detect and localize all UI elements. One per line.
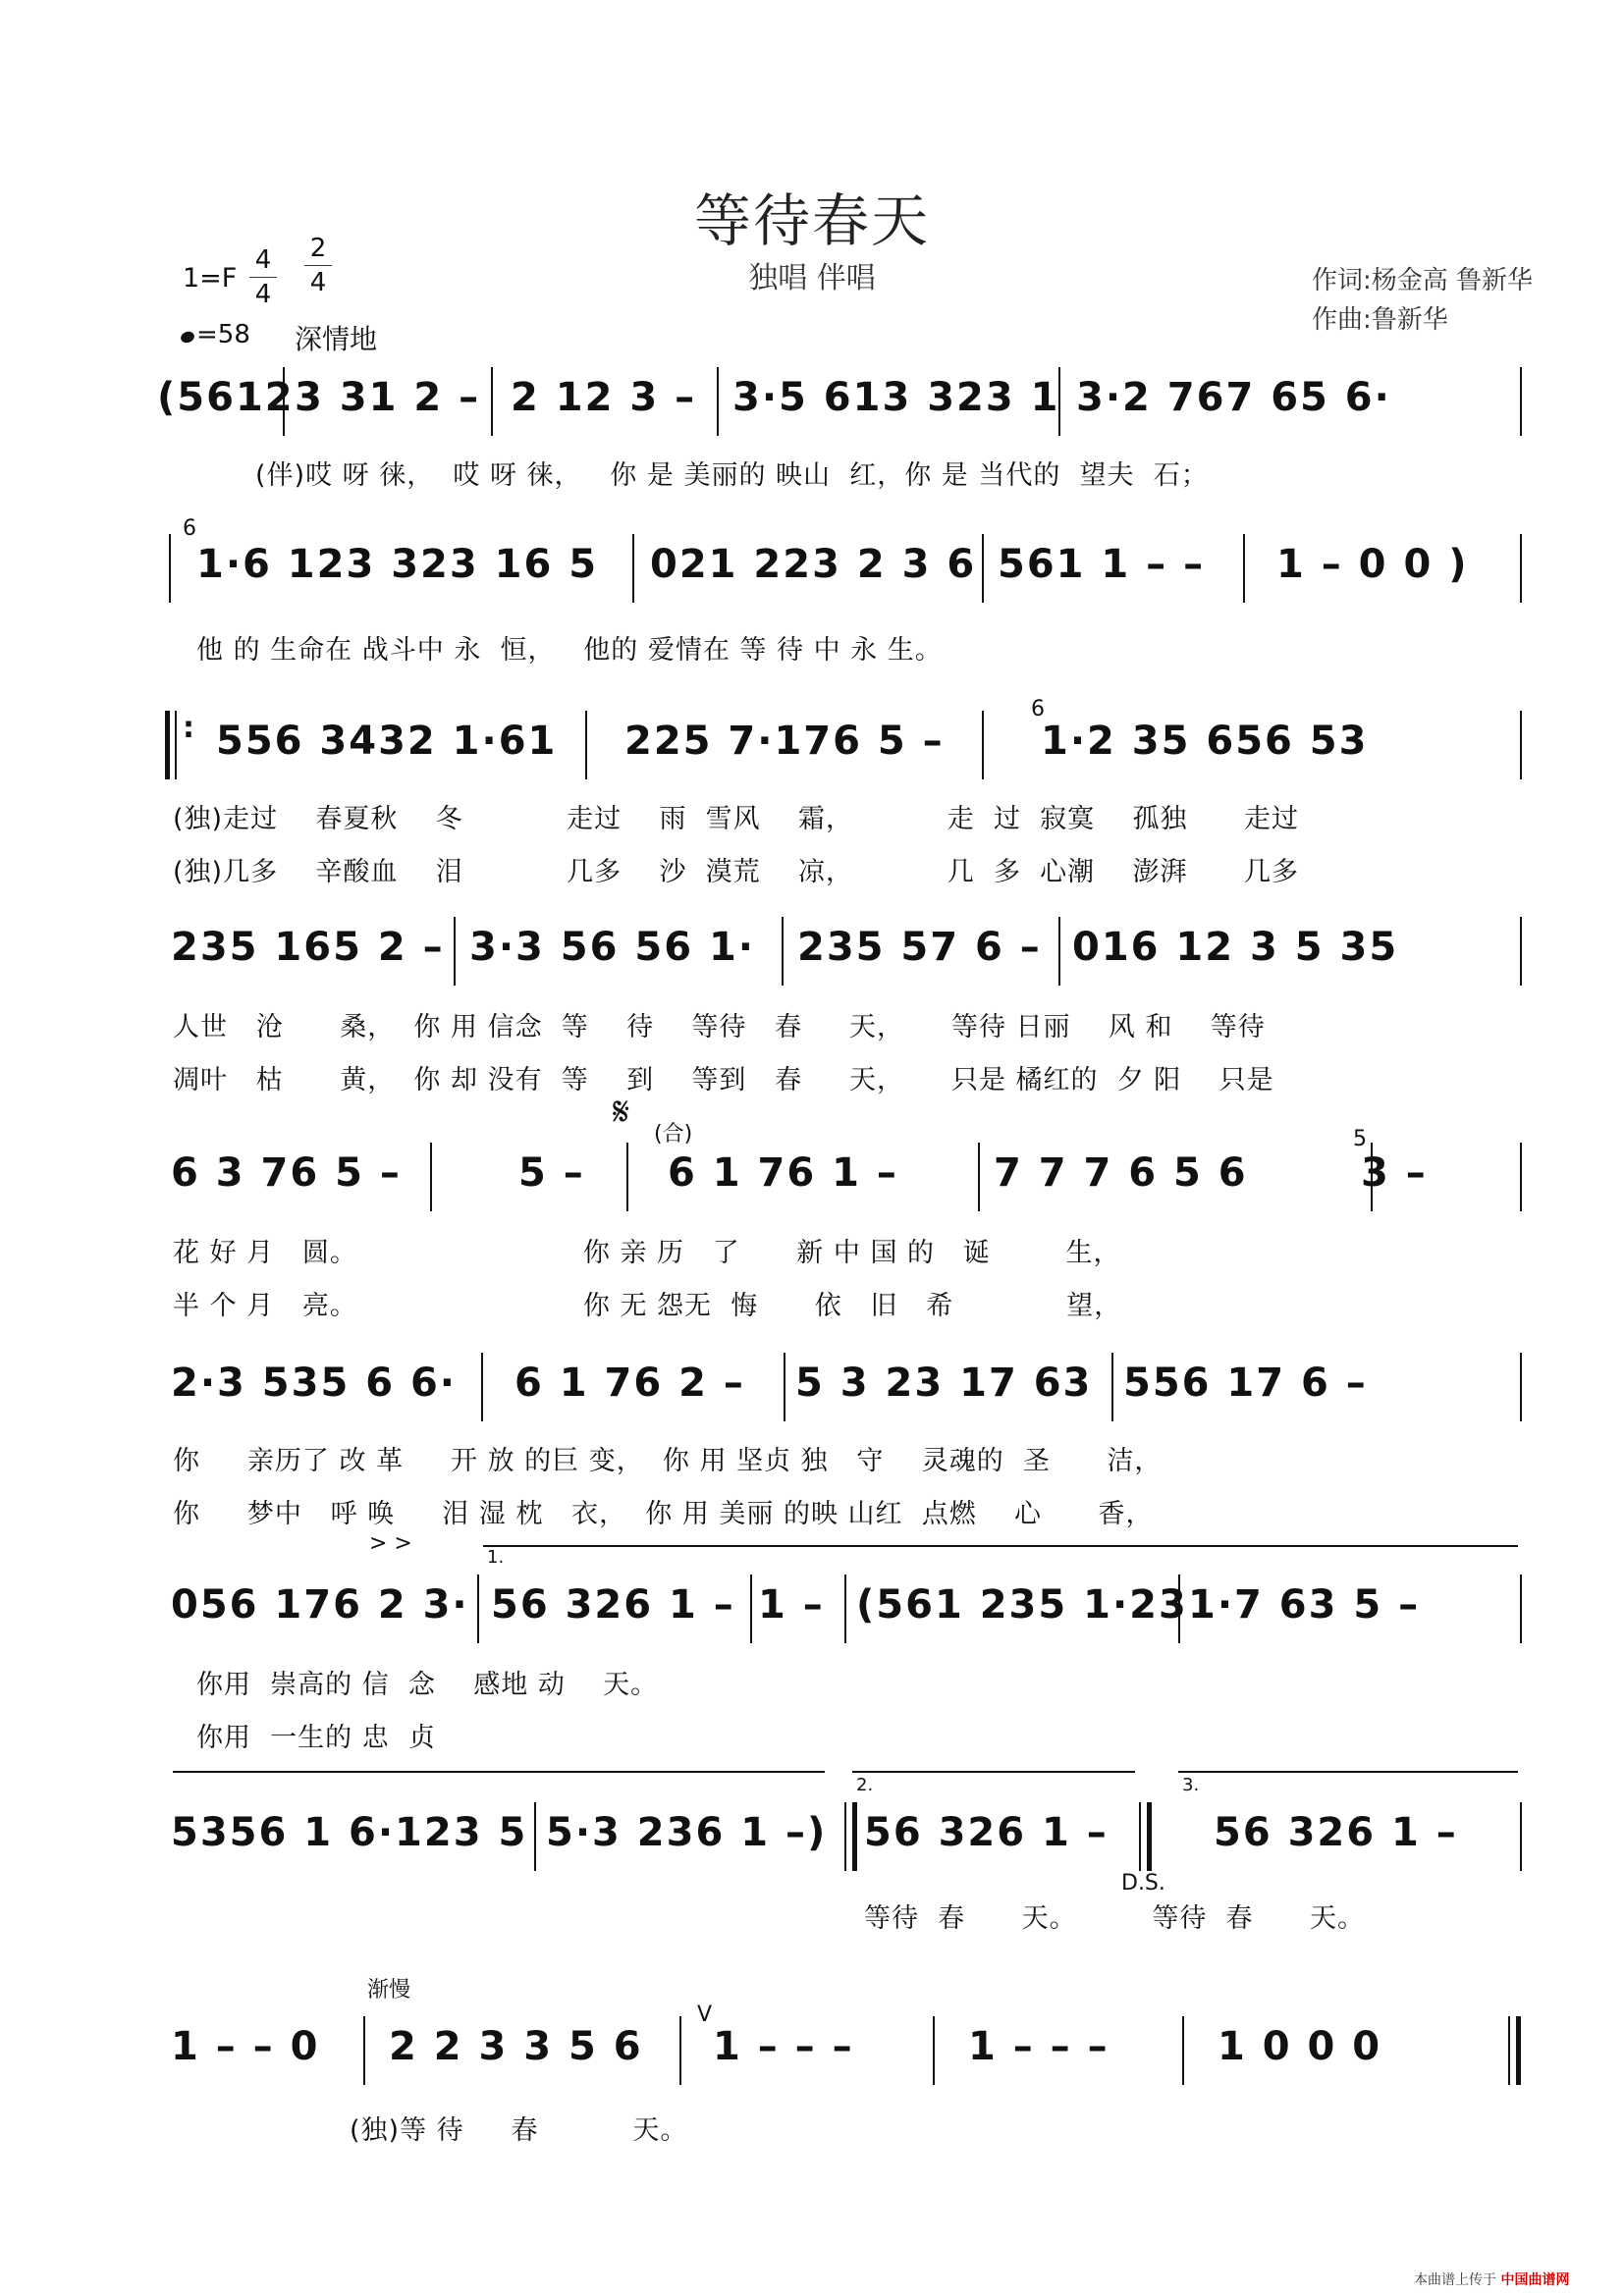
measure: 5 – bbox=[518, 1150, 585, 1196]
volta-2-label: 2. bbox=[856, 1775, 874, 1795]
lyricist-credit: 作词:杨金高 鲁新华 bbox=[1312, 266, 1534, 295]
measure: 1 – bbox=[758, 1582, 825, 1628]
measure: 5 3 23 17 63 bbox=[795, 1361, 1093, 1406]
tutti-mark: (合) bbox=[654, 1122, 693, 1147]
score-row bbox=[157, 2016, 1522, 2085]
time-sig-bottom: 4 bbox=[254, 280, 272, 309]
lyrics-line: 半 个 月 亮。 你 无 怨无 悔 依 旧 希 望， bbox=[173, 1291, 1122, 1321]
measure: 1 – 0 0 ) bbox=[1276, 542, 1469, 587]
lyrics-line: 凋叶 枯 黄， 你 却 没有 等 到 等到 春 天， 只是 橘红的 夕 阳 只是 bbox=[173, 1065, 1274, 1095]
measure: 1·6 123 323 16 5 bbox=[196, 542, 599, 587]
lyrics-line: 你 亲历了 改 革 开 放 的巨 变， 你 用 坚贞 独 守 灵魂的 圣 洁， bbox=[173, 1446, 1163, 1476]
lyrics-line: 你用 崇高的 信 念 感地 动 天。 bbox=[196, 1670, 659, 1700]
measure: 3·3 56 56 1· bbox=[469, 925, 755, 970]
key-signature: 1=F bbox=[183, 263, 238, 294]
volta-1-label: 1. bbox=[487, 1547, 505, 1568]
measure: 56 326 1 – bbox=[864, 1810, 1109, 1855]
grace-note: 6 bbox=[1031, 697, 1045, 721]
measure: 235 165 2 – bbox=[171, 925, 445, 970]
tempo-marking: =58 bbox=[181, 320, 250, 349]
score-row bbox=[157, 1802, 1522, 1871]
measure: 3·5 613 323 1 bbox=[732, 375, 1060, 420]
measure: 1 – – – bbox=[713, 2024, 854, 2069]
measure: 6 1 76 2 – bbox=[514, 1361, 745, 1406]
time-sig-bottom: 4 bbox=[309, 268, 327, 297]
measure: 225 7·176 5 – bbox=[624, 719, 945, 764]
measure: 016 12 3 5 35 bbox=[1072, 925, 1399, 970]
measure: 3·2 767 65 6· bbox=[1076, 375, 1391, 420]
measure: 7 7 7 6 5 6 bbox=[994, 1150, 1248, 1196]
lyrics-line: 花 好 月 圆。 你 亲 历 了 新 中 国 的 诞 生， bbox=[173, 1238, 1121, 1268]
footer-watermark: 本曲谱上传于 中国曲谱网 bbox=[1414, 2272, 1570, 2288]
da-segno-mark: D.S. bbox=[1121, 1871, 1165, 1896]
lyrics-line: (伴)哎 呀 徕， 哎 呀 徕， 你 是 美丽的 映山 红，你 是 当代的 望夫 石； bbox=[255, 460, 1209, 491]
volta-3-label: 3. bbox=[1182, 1775, 1200, 1795]
volta-bracket-1 bbox=[483, 1545, 1518, 1559]
quarter-note-icon bbox=[180, 330, 196, 345]
measure: 6 1 76 1 – bbox=[668, 1150, 898, 1196]
measure: (5612 bbox=[157, 375, 295, 420]
grace-note: 5 bbox=[1353, 1127, 1367, 1151]
time-sig-top: 4 bbox=[254, 245, 272, 275]
page-title: 等待春天 bbox=[693, 187, 930, 254]
score-row bbox=[157, 367, 1522, 436]
ritardando-mark: 渐慢 bbox=[367, 1978, 411, 2002]
measure: 056 176 2 3· bbox=[171, 1582, 469, 1628]
measure: 235 57 6 – bbox=[797, 925, 1042, 970]
measure: 1·7 63 5 – bbox=[1188, 1582, 1421, 1628]
measure: 5356 1 6·123 5 bbox=[171, 1810, 528, 1855]
measure: 2 12 3 – bbox=[511, 375, 697, 420]
measure: 1 0 0 0 bbox=[1218, 2024, 1382, 2069]
score-row bbox=[157, 1143, 1522, 1211]
lyrics-line: (独)走过 春夏秋 冬 走过 雨 雪风 霜， 走 过 寂寞 孤独 走过 bbox=[173, 804, 1299, 834]
measure: 2 2 3 3 5 6 bbox=[389, 2024, 643, 2069]
lyrics-line: (独)几多 辛酸血 泪 几多 沙 漠荒 凉， 几 多 心潮 澎湃 几多 bbox=[173, 857, 1299, 887]
volta-bracket-3 bbox=[1178, 1771, 1518, 1785]
measure: 3 31 2 – bbox=[295, 375, 481, 420]
volta-bracket-2 bbox=[852, 1771, 1135, 1785]
score-row bbox=[157, 534, 1522, 603]
continuation-bracket bbox=[173, 1771, 825, 1785]
score-row bbox=[157, 917, 1522, 986]
measure: 556 17 6 – bbox=[1123, 1361, 1368, 1406]
measure: 556 3432 1·61 bbox=[216, 719, 558, 764]
measure: 3 – bbox=[1361, 1150, 1428, 1196]
measure: 56 326 1 – bbox=[491, 1582, 735, 1628]
segno-icon: 𝄋 bbox=[613, 1090, 630, 1135]
lyrics-line: 你用 一生的 忠 贞 bbox=[196, 1723, 436, 1753]
measure: 2·3 535 6 6· bbox=[171, 1361, 457, 1406]
measure: 5·3 236 1 –) bbox=[546, 1810, 828, 1855]
subtitle: 独唱 伴唱 bbox=[748, 261, 876, 295]
lyrics-line: (独)等 待 春 天。 bbox=[350, 2115, 688, 2146]
lyrics-line: 他 的 生命在 战斗中 永 恒， 他的 爱情在 等 待 中 永 生。 bbox=[196, 635, 943, 666]
score-row: : 556 3432 1·61 225 7·176 5 – 1·2 35 656 53 bbox=[157, 711, 1522, 779]
lyrics-line: 你 梦中 呼 唤 泪 湿 枕 衣， 你 用 美丽 的映 山红 点燃 心 香， bbox=[173, 1499, 1154, 1529]
score-row bbox=[157, 1575, 1522, 1643]
measure: 56 326 1 – bbox=[1214, 1810, 1458, 1855]
measure: (561 235 1·23 bbox=[856, 1582, 1188, 1628]
breath-mark: V bbox=[697, 2002, 713, 2027]
expression-marking: 深情地 bbox=[295, 323, 378, 355]
measure: 1 – – 0 bbox=[171, 2024, 320, 2069]
grace-note: 6 bbox=[183, 516, 196, 541]
measure: 1 – – – bbox=[968, 2024, 1110, 2069]
measure: 6 3 76 5 – bbox=[171, 1150, 402, 1196]
credits bbox=[1312, 261, 1533, 340]
time-signature-4-4 bbox=[249, 245, 277, 309]
accent-marks: > > bbox=[369, 1531, 412, 1556]
lyrics-line: 人世 沧 桑， 你 用 信念 等 待 等待 春 天， 等待 日丽 风 和 等待 bbox=[173, 1012, 1266, 1042]
composer-credit: 作曲:鲁新华 bbox=[1312, 305, 1448, 335]
time-signature-2-4 bbox=[304, 234, 332, 297]
lyrics-line: 等待 春 天。 等待 春 天。 bbox=[864, 1903, 1365, 1934]
measure: 561 1 – – bbox=[998, 542, 1206, 587]
score-row bbox=[157, 1353, 1522, 1421]
time-sig-top: 2 bbox=[309, 234, 327, 263]
measure: 021 223 2 3 6 bbox=[650, 542, 977, 587]
measure: 1·2 35 656 53 bbox=[1041, 719, 1369, 764]
